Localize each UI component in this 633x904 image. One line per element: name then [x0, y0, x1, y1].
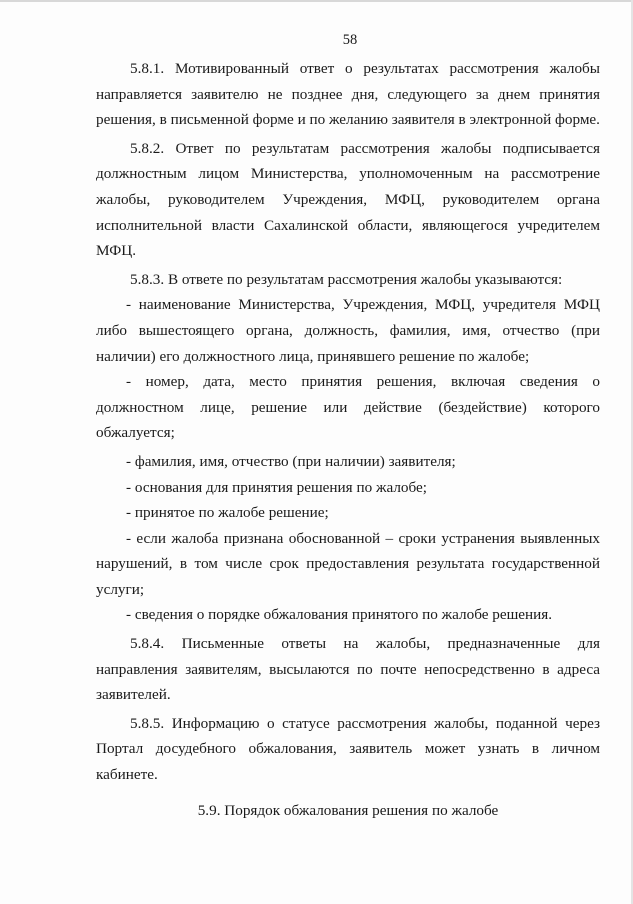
list-item-remediation-terms: - если жалоба признана обоснованной – сроки устранения выявленных нарушений, в том числе срок предоставления результата государственной услуги;	[96, 529, 600, 598]
paragraph-5-8-3: 5.8.3. В ответе по результатам рассмотрения жалобы указываются:	[130, 270, 563, 288]
list-item-decision-grounds: - основания для принятия решения по жалобе;	[126, 478, 427, 496]
list-item-organization-name: - наименование Министерства, Учреждения, МФЦ, учредителя МФЦ либо вышестоящего органа, должность, фамилия, имя, отчество (при наличии) его должностного лица, принявшего решение по жалобе;	[96, 296, 600, 365]
document-body	[96, 56, 600, 788]
scan-edge-top	[0, 0, 633, 2]
paragraph-5-8-1: 5.8.1. Мотивированный ответ о результатах рассмотрения жалобы направляется заявителю не позднее дня, следующего за днем принятия решения, в письменной форме и по желанию заявителя в электронной форме.	[96, 60, 600, 129]
section-heading: 5.9. Порядок обжалования решения по жалобе	[197, 802, 499, 819]
list-item-decision: - принятое по жалобе решение;	[126, 504, 329, 522]
paragraph-5-8-2: 5.8.2. Ответ по результатам рассмотрения жалобы подписывается должностным лицом Министерства, уполномоченным на рассмотрение жалобы, руководителем Учреждения, МФЦ, руководителем органа исполнительной власти Сахалинской области, являющегося учредителем МФЦ.	[96, 139, 600, 260]
paragraph-5-8-5: 5.8.5. Информацию о статусе рассмотрения жалобы, поданной через Портал досудебного обжалования, заявитель может узнать в личном кабинете.	[96, 714, 600, 784]
list-item-applicant-name: - фамилия, имя, отчество (при наличии) заявителя;	[126, 452, 456, 470]
list-item-appeal-procedure: - сведения о порядке обжалования принятого по жалобе решения.	[126, 606, 553, 624]
list-item-decision-details: - номер, дата, место принятия решения, включая сведения о должностном лице, решение или действие (бездействие) которого обжалуется;	[96, 373, 600, 442]
paragraph-5-8-4: 5.8.4. Письменные ответы на жалобы, предназначенные для направления заявителям, высылаются по почте непосредственно в адреса заявителей.	[96, 635, 600, 704]
page-number: 58	[342, 32, 358, 48]
